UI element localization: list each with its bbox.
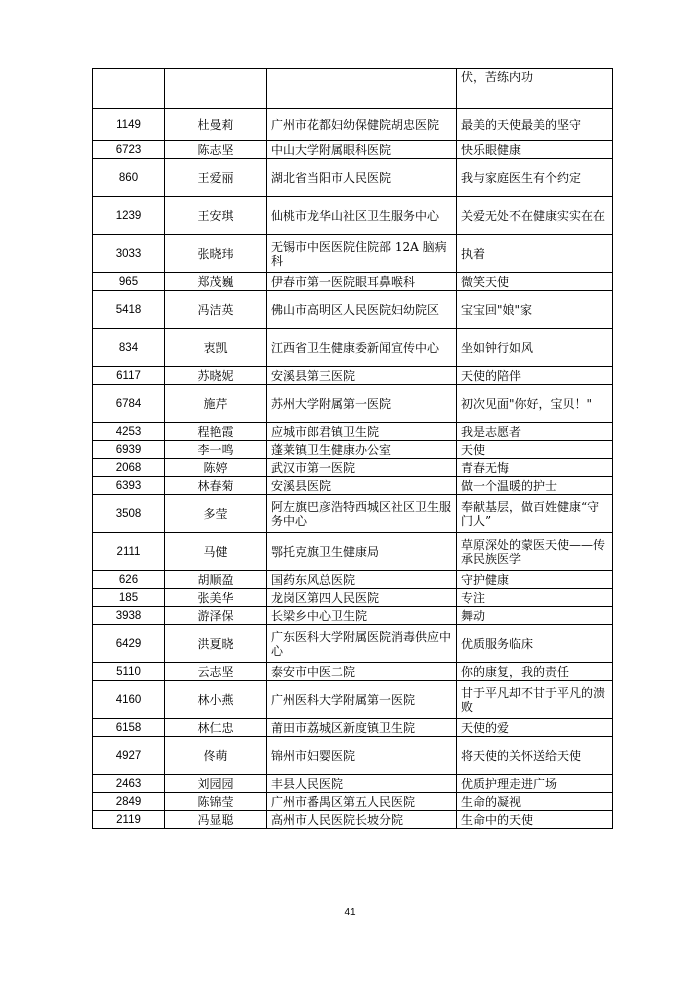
- entry-title-cell: 舞动: [457, 607, 613, 625]
- table-row: [93, 607, 613, 625]
- person-name-cell: 陈锦莹: [165, 793, 267, 811]
- entry-title-cell: 微笑天使: [457, 273, 613, 291]
- entry-number-cell: 2068: [93, 459, 165, 477]
- entry-number-cell: 6158: [93, 719, 165, 737]
- table-row: [93, 793, 613, 811]
- entry-number-cell: 834: [93, 329, 165, 367]
- table-row: [93, 159, 613, 197]
- entry-title-cell: 关爱无处不在健康实实在在: [457, 197, 613, 235]
- entry-number-cell: 860: [93, 159, 165, 197]
- table-row: [93, 719, 613, 737]
- person-name-cell: 衷凯: [165, 329, 267, 367]
- entry-title-cell: 初次见面"你好，宝贝！": [457, 385, 613, 423]
- organization-cell: 锦州市妇婴医院: [267, 737, 457, 775]
- organization-cell: 佛山市高明区人民医院妇幼院区: [267, 291, 457, 329]
- entry-number-cell: 1149: [93, 109, 165, 141]
- award-list-table: [92, 68, 613, 829]
- person-name-cell: 刘园园: [165, 775, 267, 793]
- person-name-cell: [165, 69, 267, 109]
- organization-cell: 武汉市第一医院: [267, 459, 457, 477]
- table-row: [93, 423, 613, 441]
- entry-number-cell: 6117: [93, 367, 165, 385]
- person-name-cell: 陈婷: [165, 459, 267, 477]
- person-name-cell: 林小燕: [165, 681, 267, 719]
- table-row: [93, 589, 613, 607]
- person-name-cell: 冯洁英: [165, 291, 267, 329]
- organization-cell: 安溪县第三医院: [267, 367, 457, 385]
- table-row: [93, 235, 613, 273]
- entry-number-cell: [93, 69, 165, 109]
- entry-title-cell: 快乐眼健康: [457, 141, 613, 159]
- entry-number-cell: 2119: [93, 811, 165, 829]
- entry-number-cell: 185: [93, 589, 165, 607]
- table-body: [93, 69, 613, 829]
- person-name-cell: 云志坚: [165, 663, 267, 681]
- entry-title-cell: 天使: [457, 441, 613, 459]
- table-row: [93, 291, 613, 329]
- entry-number-cell: 965: [93, 273, 165, 291]
- table-row: [93, 625, 613, 663]
- entry-title-cell: 天使的陪伴: [457, 367, 613, 385]
- entry-title-cell: 优质服务临床: [457, 625, 613, 663]
- table-row: [93, 69, 613, 109]
- organization-cell: 中山大学附属眼科医院: [267, 141, 457, 159]
- entry-number-cell: 3033: [93, 235, 165, 273]
- entry-number-cell: 1239: [93, 197, 165, 235]
- organization-cell: 长梁乡中心卫生院: [267, 607, 457, 625]
- person-name-cell: 苏晓妮: [165, 367, 267, 385]
- entry-title-cell: 做一个温暖的护士: [457, 477, 613, 495]
- entry-number-cell: 5418: [93, 291, 165, 329]
- entry-number-cell: 4927: [93, 737, 165, 775]
- entry-number-cell: 626: [93, 571, 165, 589]
- entry-title-cell: 天使的爱: [457, 719, 613, 737]
- table-row: [93, 385, 613, 423]
- table-row: [93, 811, 613, 829]
- organization-cell: 广东医科大学附属医院消毒供应中心: [267, 625, 457, 663]
- person-name-cell: 张晓玮: [165, 235, 267, 273]
- entry-title-cell: 你的康复，我的责任: [457, 663, 613, 681]
- entry-title-cell: 最美的天使最美的坚守: [457, 109, 613, 141]
- entry-title-cell: 优质护理走进广场: [457, 775, 613, 793]
- table-row: [93, 197, 613, 235]
- organization-cell: 丰县人民医院: [267, 775, 457, 793]
- entry-number-cell: 2111: [93, 533, 165, 571]
- entry-title-cell: 生命的凝视: [457, 793, 613, 811]
- table-row: [93, 495, 613, 533]
- entry-number-cell: 2849: [93, 793, 165, 811]
- table-row: [93, 571, 613, 589]
- person-name-cell: 洪夏晓: [165, 625, 267, 663]
- entry-number-cell: 3508: [93, 495, 165, 533]
- organization-cell: 应城市郎君镇卫生院: [267, 423, 457, 441]
- person-name-cell: 林春菊: [165, 477, 267, 495]
- organization-cell: 仙桃市龙华山社区卫生服务中心: [267, 197, 457, 235]
- entry-number-cell: 5110: [93, 663, 165, 681]
- person-name-cell: 王爱丽: [165, 159, 267, 197]
- entry-number-cell: 6784: [93, 385, 165, 423]
- table-row: [93, 141, 613, 159]
- table-row: [93, 533, 613, 571]
- person-name-cell: 林仁忠: [165, 719, 267, 737]
- entry-title-cell: 伏，苦练内功: [457, 69, 613, 109]
- entry-number-cell: 6393: [93, 477, 165, 495]
- table-row: [93, 459, 613, 477]
- organization-cell: 莆田市荔城区新度镇卫生院: [267, 719, 457, 737]
- person-name-cell: 马健: [165, 533, 267, 571]
- table-row: [93, 681, 613, 719]
- entry-number-cell: 2463: [93, 775, 165, 793]
- organization-cell: 广州市番禺区第五人民医院: [267, 793, 457, 811]
- entry-title-cell: 青春无悔: [457, 459, 613, 477]
- entry-title-cell: 生命中的天使: [457, 811, 613, 829]
- organization-cell: 高州市人民医院长坡分院: [267, 811, 457, 829]
- entry-title-cell: 将天使的关怀送给天使: [457, 737, 613, 775]
- entry-number-cell: 4253: [93, 423, 165, 441]
- person-name-cell: 程艳霞: [165, 423, 267, 441]
- entry-number-cell: 3938: [93, 607, 165, 625]
- person-name-cell: 王安琪: [165, 197, 267, 235]
- person-name-cell: 杜曼莉: [165, 109, 267, 141]
- organization-cell: 鄂托克旗卫生健康局: [267, 533, 457, 571]
- person-name-cell: 多莹: [165, 495, 267, 533]
- person-name-cell: 冯显聪: [165, 811, 267, 829]
- table-row: [93, 441, 613, 459]
- table-row: [93, 367, 613, 385]
- organization-cell: 龙岗区第四人民医院: [267, 589, 457, 607]
- entry-title-cell: 我是志愿者: [457, 423, 613, 441]
- table-row: [93, 273, 613, 291]
- table-row: [93, 663, 613, 681]
- organization-cell: 安溪县医院: [267, 477, 457, 495]
- organization-cell: 广州医科大学附属第一医院: [267, 681, 457, 719]
- entry-title-cell: 草原深处的蒙医天使——传承民族医学: [457, 533, 613, 571]
- entry-number-cell: 6939: [93, 441, 165, 459]
- organization-cell: 苏州大学附属第一医院: [267, 385, 457, 423]
- page-number: 41: [344, 907, 356, 918]
- entry-title-cell: 守护健康: [457, 571, 613, 589]
- entry-title-cell: 我与家庭医生有个约定: [457, 159, 613, 197]
- entry-title-cell: 执着: [457, 235, 613, 273]
- person-name-cell: 张美华: [165, 589, 267, 607]
- table-row: [93, 109, 613, 141]
- organization-cell: 阿左旗巴彦浩特西城区社区卫生服务中心: [267, 495, 457, 533]
- entry-title-cell: 专注: [457, 589, 613, 607]
- organization-cell: 广州市花都妇幼保健院胡忠医院: [267, 109, 457, 141]
- person-name-cell: 陈志坚: [165, 141, 267, 159]
- organization-cell: 国药东风总医院: [267, 571, 457, 589]
- person-name-cell: 施芹: [165, 385, 267, 423]
- person-name-cell: 郑茂巍: [165, 273, 267, 291]
- organization-cell: 泰安市中医二院: [267, 663, 457, 681]
- person-name-cell: 李一鸣: [165, 441, 267, 459]
- organization-cell: [267, 69, 457, 109]
- organization-cell: 江西省卫生健康委新闻宣传中心: [267, 329, 457, 367]
- person-name-cell: 佟萌: [165, 737, 267, 775]
- organization-cell: 湖北省当阳市人民医院: [267, 159, 457, 197]
- person-name-cell: 游泽保: [165, 607, 267, 625]
- entry-title-cell: 甘于平凡却不甘于平凡的溃败: [457, 681, 613, 719]
- organization-cell: 蓬莱镇卫生健康办公室: [267, 441, 457, 459]
- entry-title-cell: 宝宝回"娘"家: [457, 291, 613, 329]
- table-row: [93, 329, 613, 367]
- entry-number-cell: 4160: [93, 681, 165, 719]
- table-row: [93, 477, 613, 495]
- organization-cell: 伊春市第一医院眼耳鼻喉科: [267, 273, 457, 291]
- table-row: [93, 737, 613, 775]
- organization-cell: 无锡市中医医院住院部 12A 脑病科: [267, 235, 457, 273]
- entry-number-cell: 6429: [93, 625, 165, 663]
- entry-title-cell: 奉献基层，做百姓健康“守门人”: [457, 495, 613, 533]
- entry-number-cell: 6723: [93, 141, 165, 159]
- entry-title-cell: 坐如钟行如风: [457, 329, 613, 367]
- person-name-cell: 胡顺盈: [165, 571, 267, 589]
- table-row: [93, 775, 613, 793]
